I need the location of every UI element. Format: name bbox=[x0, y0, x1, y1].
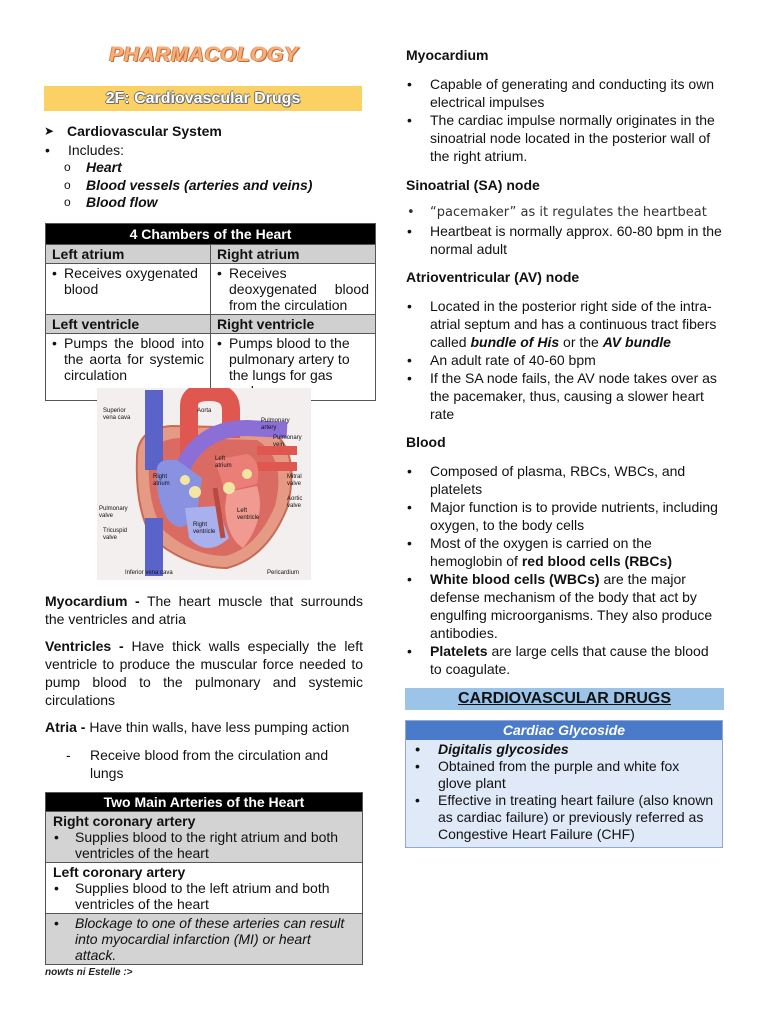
left-atrium-label: Left atrium bbox=[46, 245, 211, 264]
av-bundle: AV bundle bbox=[602, 334, 671, 350]
list-item bbox=[406, 570, 722, 642]
list-item bbox=[406, 534, 722, 570]
right-ventricle-text: Pumps blood to the pulmonary artery to the lungs for gas bbox=[229, 335, 350, 383]
left-coronary-cell bbox=[46, 863, 363, 914]
myocardium-text: The heart muscle that surrounds the ventricles and atria bbox=[45, 593, 364, 627]
atria-definition bbox=[45, 718, 363, 736]
myocardium-heading: Myocardium bbox=[406, 47, 489, 63]
cvs-item-vessels: Blood vessels (arteries and veins) bbox=[86, 176, 313, 193]
circle-bullet-icon: o bbox=[64, 195, 71, 209]
atria-term: Atria - bbox=[45, 719, 86, 735]
list-item: • Heartbeat is normally approx. 60-80 bpm in the normal adult bbox=[406, 222, 722, 258]
myocardium-list bbox=[406, 75, 722, 165]
right-atrium-cell bbox=[211, 264, 376, 315]
cvs-heading: Cardiovascular System bbox=[67, 123, 222, 139]
label-superior-vena-cava: Superior vena cava bbox=[103, 408, 131, 421]
av-item1-or: or the bbox=[559, 334, 603, 350]
atria-sub-text: Receive blood from the circulation and lungs bbox=[90, 747, 329, 781]
wbc-term: White blood cells (WBCs) bbox=[430, 571, 600, 587]
ventricles-definition bbox=[45, 637, 363, 709]
label-mitral-valve: Mitral valve bbox=[287, 474, 302, 487]
label-pulmonary-vein: Pulmonary vein bbox=[273, 435, 302, 448]
circle-bullet-icon: o bbox=[64, 160, 71, 174]
list-item: • Major function is to provide nutrients, including oxygen, to the body cells bbox=[406, 498, 722, 534]
list-item: • Composed of plasma, RBCs, WBCs, and platelets bbox=[406, 462, 722, 498]
list-item: • The cardiac impulse normally originates in the sinoatrial node located in the posterior wall of the right atrium. bbox=[406, 111, 722, 165]
right-coronary-label: Right coronary artery bbox=[53, 813, 196, 829]
sa-node-list bbox=[406, 204, 722, 258]
cvs-item-flow: Blood flow bbox=[86, 194, 158, 210]
cvs-includes: Includes: bbox=[68, 142, 125, 158]
bullet-icon: • bbox=[54, 915, 59, 931]
rbc-term: red blood cells (RBCs) bbox=[521, 553, 672, 569]
list-item: • Capable of generating and conducting its own electrical impulses bbox=[406, 75, 722, 111]
blockage-note-cell bbox=[46, 914, 363, 965]
blood-item5-text: are large cells that cause the blood to coagulate. bbox=[430, 643, 709, 677]
blood-heading: Blood bbox=[406, 434, 446, 450]
arteries-header: Two Main Arteries of the Heart bbox=[46, 793, 363, 812]
bullet-icon: • bbox=[52, 335, 57, 351]
left-ventricle-label: Left ventricle bbox=[46, 315, 211, 334]
right-atrium-text: Receives deoxygenated blood from the circulation bbox=[229, 265, 369, 313]
list-item: • “pacemaker” as it regulates the heartbeat bbox=[406, 204, 722, 222]
chambers-table bbox=[45, 223, 376, 401]
cvs-item-heart: Heart bbox=[86, 159, 122, 175]
av-node-heading: Atrioventricular (AV) node bbox=[406, 269, 580, 285]
list-item: • An adult rate of 40-60 bpm bbox=[406, 351, 722, 369]
list-item: • Digitalis glycosides bbox=[414, 741, 714, 758]
platelets-term: Platelets bbox=[430, 643, 488, 659]
label-right-atrium: Right atrium bbox=[153, 474, 170, 487]
heart-diagram bbox=[97, 388, 311, 580]
atria-text: Have thin walls, have less pumping action bbox=[89, 719, 350, 735]
section-title: 2F: Cardiovascular Drugs bbox=[44, 86, 362, 111]
left-ventricle-text: Pumps the blood into the aorta for systemic circulation bbox=[64, 335, 204, 383]
label-tricuspid-valve: Tricuspid valve bbox=[103, 528, 128, 541]
blood-item4-text: are the major defense mechanism of the body that act by engulfing microorganisms. They also produce antibodies. bbox=[430, 571, 713, 641]
list-item: • Effective in treating heart failure (also known as cardiac failure) or previously referred as Congestive Heart Failure (CHF) bbox=[414, 792, 714, 843]
blood-list bbox=[406, 462, 722, 678]
label-right-ventricle: Right ventricle bbox=[193, 522, 216, 535]
bullet-icon: • bbox=[45, 142, 50, 158]
bundle-of-his: bundle of His bbox=[470, 334, 560, 350]
arrow-bullet-icon: ➤ bbox=[44, 124, 55, 138]
ventricles-term: Ventricles - bbox=[45, 638, 124, 654]
myocardium-definition bbox=[45, 592, 363, 628]
left-coronary-text: Supplies blood to the left atrium and both ventricles of the heart bbox=[75, 880, 330, 912]
av-node-list bbox=[406, 297, 722, 423]
sa-node-heading: Sinoatrial (SA) node bbox=[406, 177, 540, 193]
cardiovascular-drugs-heading: CARDIOVASCULAR DRUGS bbox=[405, 688, 724, 710]
label-pulmonary-valve: Pulmonary valve bbox=[99, 506, 128, 519]
left-coronary-label: Left coronary artery bbox=[53, 864, 186, 880]
label-left-ventricle: Left ventricle bbox=[237, 508, 260, 521]
atria-subitem bbox=[66, 746, 336, 782]
cardiac-glycoside-header: Cardiac Glycoside bbox=[406, 721, 722, 740]
label-aorta: Aorta bbox=[197, 408, 212, 414]
blockage-note: Blockage to one of these arteries can result into myocardial infarction (MI) or heart attack. bbox=[75, 915, 345, 963]
blood-item3-text: Most of the oxygen is carried on the hemoglobin of bbox=[430, 535, 652, 569]
label-pericardium: Pericardium bbox=[267, 570, 300, 576]
label-pulmonary-artery: Pulmonary artery bbox=[261, 418, 290, 431]
page-title: PHARMACOLOGY bbox=[109, 43, 299, 66]
right-ventricle-label: Right ventricle bbox=[211, 315, 376, 334]
bullet-icon: • bbox=[52, 265, 57, 281]
chambers-header: 4 Chambers of the Heart bbox=[46, 224, 376, 245]
circle-bullet-icon: o bbox=[64, 177, 71, 192]
dash-bullet-icon: - bbox=[66, 747, 71, 763]
list-item bbox=[406, 297, 722, 351]
glycoside-list bbox=[406, 740, 722, 847]
footer-note: nowts ni Estelle :> bbox=[45, 967, 133, 978]
myocardium-term: Myocardium - bbox=[45, 593, 140, 609]
left-atrium-cell bbox=[46, 264, 211, 315]
bullet-icon: • bbox=[217, 335, 222, 351]
av-item1-text: Located in the posterior right side of the intra-atrial septum and has a continuous tract fibers called bbox=[430, 298, 717, 350]
list-item: • Obtained from the purple and white fox glove plant bbox=[414, 758, 714, 792]
list-item bbox=[406, 642, 722, 678]
right-atrium-label: Right atrium bbox=[211, 245, 376, 264]
bullet-icon: • bbox=[54, 829, 59, 845]
cardiac-glycoside-box bbox=[405, 720, 723, 848]
list-item: • If the SA node fails, the AV node takes over as the pacemaker, thus, causing a slower heart rate bbox=[406, 369, 722, 423]
label-left-atrium: Left atrium bbox=[215, 456, 232, 469]
ventricles-text: Have thick walls especially the left ventricle to produce the muscular force needed to pump blood to the pulmonary and systemic circulations bbox=[45, 638, 364, 708]
left-atrium-text: Receives oxygenated blood bbox=[64, 265, 198, 297]
bullet-icon: • bbox=[217, 265, 222, 281]
label-aortic-valve: Aortic valve bbox=[287, 496, 303, 509]
bullet-icon: • bbox=[54, 880, 59, 896]
label-inferior-vena-cava: Inferior vena cava bbox=[125, 570, 173, 576]
right-coronary-cell bbox=[46, 812, 363, 863]
arteries-table bbox=[45, 792, 363, 965]
right-coronary-text: Supplies blood to the right atrium and both ventricles of the heart bbox=[75, 829, 339, 861]
